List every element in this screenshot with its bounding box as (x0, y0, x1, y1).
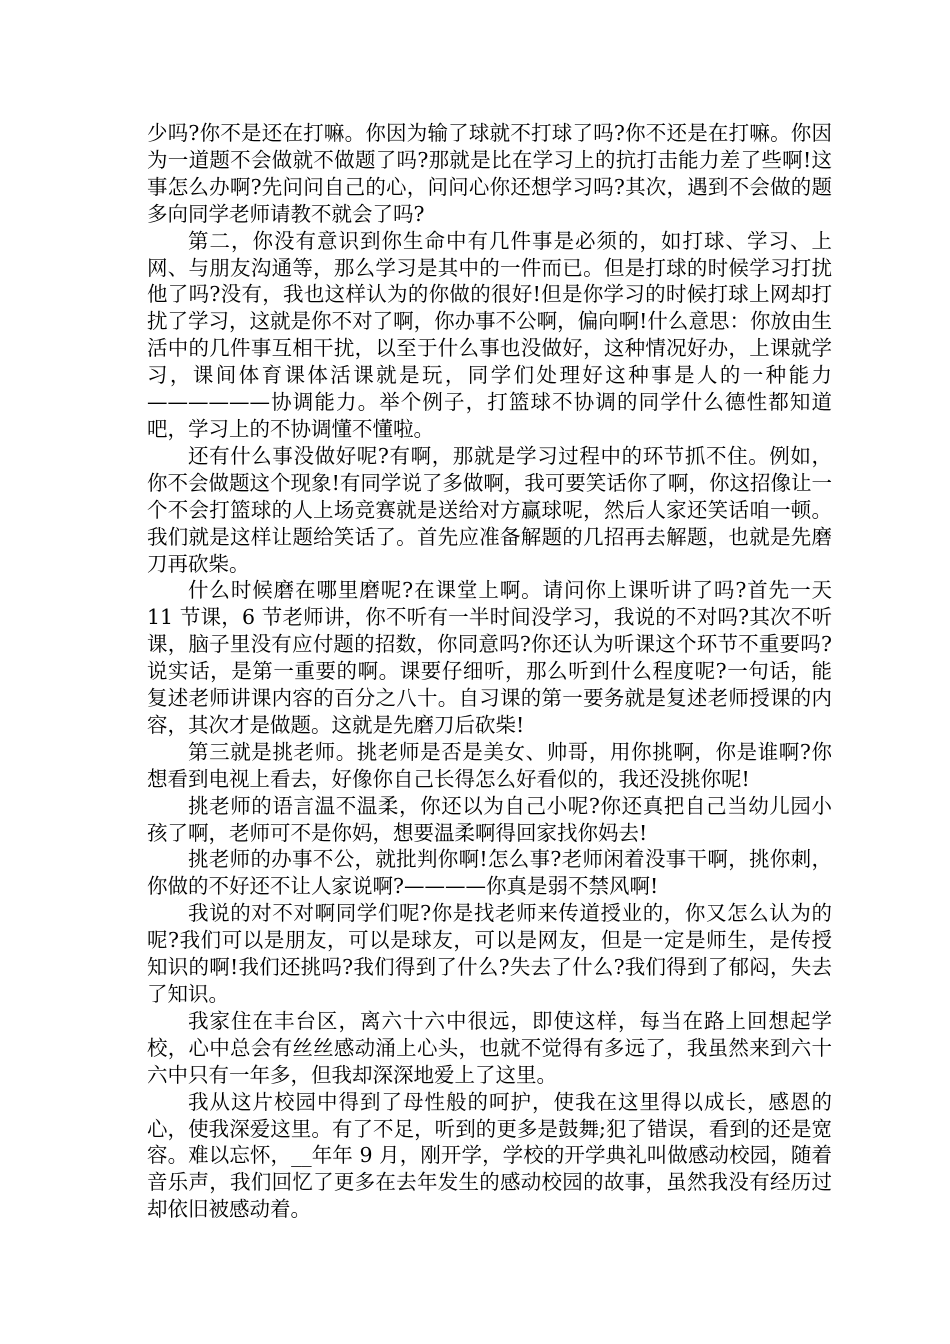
paragraph-4: 什么时候磨在哪里磨呢?在课堂上啊。请问你上课听讲了吗?首先一天 11 节课，6 节老师讲，你不听有一半时间没学习，我说的不对吗?其次不听课，脑子里没有应付题的招数，你同意吗?你还认为听课这个环节不重要吗?说实话，是第一重要的啊。课要仔细听，那么听到什么程度呢?一句话，能复述老师讲课内容的百分之八十。自习课的第一要务就是复述老师授课的内容，其次才是做题。这就是先磨刀后砍柴! (147, 578, 832, 737)
paragraph-10: 我从这片校园中得到了母性般的呵护，使我在这里得以成长，感恩的心，使我深爱这里。有了不足，听到的更多是鼓舞;犯了错误，看到的还是宽容。难以忘怀，__年年 9 月，刚开学，学校的开学典礼叫做感动校园，随着音乐声，我们回忆了更多在去年发生的感动校园的故事，虽然我没有经历过却依旧被感动着。 (147, 1089, 832, 1222)
document-page (147, 120, 832, 1223)
paragraph-8: 我说的对不对啊同学们呢?你是找老师来传道授业的，你又怎么认为的呢?我们可以是朋友，可以是球友，可以是网友，但是一定是师生，是传授知识的啊!我们还挑吗?我们得到了什么?失去了什么?我们得到了郁闷，失去了知识。 (147, 901, 832, 1006)
paragraph-6: 挑老师的语言温不温柔，你还以为自己小呢?你还真把自己当幼儿园小孩了啊，老师可不是你妈，想要温柔啊得回家找你妈去! (147, 793, 832, 845)
paragraph-1: 少吗?你不是还在打嘛。你因为输了球就不打球了吗?你不还是在打嘛。你因为一道题不会做就不做题了吗?那就是比在学习上的抗打击能力差了些啊!这事怎么办啊?先问问自己的心，问问心你还想学习吗?其次，遇到不会做的题多向同学老师请教不就会了吗? (147, 121, 832, 226)
paragraph-3: 还有什么事没做好呢?有啊，那就是学习过程中的环节抓不住。例如，你不会做题这个现象!有同学说了多做啊，我可要笑话你了啊，你这招像让一个不会打篮球的人上场竞赛就是送给对方赢球呢，然后人家还笑话咱一顿。我们就是这样让题给笑话了。首先应准备解题的几招再去解题，也就是先磨刀再砍柴。 (147, 443, 832, 576)
paragraph-5: 第三就是挑老师。挑老师是否是美女、帅哥，用你挑啊，你是谁啊?你想看到电视上看去，好像你自己长得怎么好看似的，我还没挑你呢! (147, 739, 832, 791)
paragraph-2: 第二，你没有意识到你生命中有几件事是必须的，如打球、学习、上网、与朋友沟通等，那么学习是其中的一件而已。但是打球的时候学习打扰他了吗?没有，我也这样认为的你做的很好!但是你学习的时候打球上网却打扰了学习，这就是你不对了啊，你办事不公啊，偏向啊!什么意思：你放由生活中的几件事互相干扰，以至于什么事也没做好，这种情况好办，上课就学习，课间体育课体活课就是玩，同学们处理好这种事是人的一种能力——————协调能力。举个例子，打篮球不协调的同学什么德性都知道吧，学习上的不协调懂不懂啦。 (147, 228, 832, 441)
paragraph-7: 挑老师的办事不公，就批判你啊!怎么事?老师闲着没事干啊，挑你刺，你做的不好还不让人家说啊?————你真是弱不禁风啊! (147, 847, 832, 899)
paragraph-9: 我家住在丰台区，离六十六中很远，即使这样，每当在路上回想起学校，心中总会有丝丝感动涌上心头，也就不觉得有多远了，我虽然来到六十六中只有一年多，但我却深深地爱上了这里。 (147, 1008, 832, 1087)
